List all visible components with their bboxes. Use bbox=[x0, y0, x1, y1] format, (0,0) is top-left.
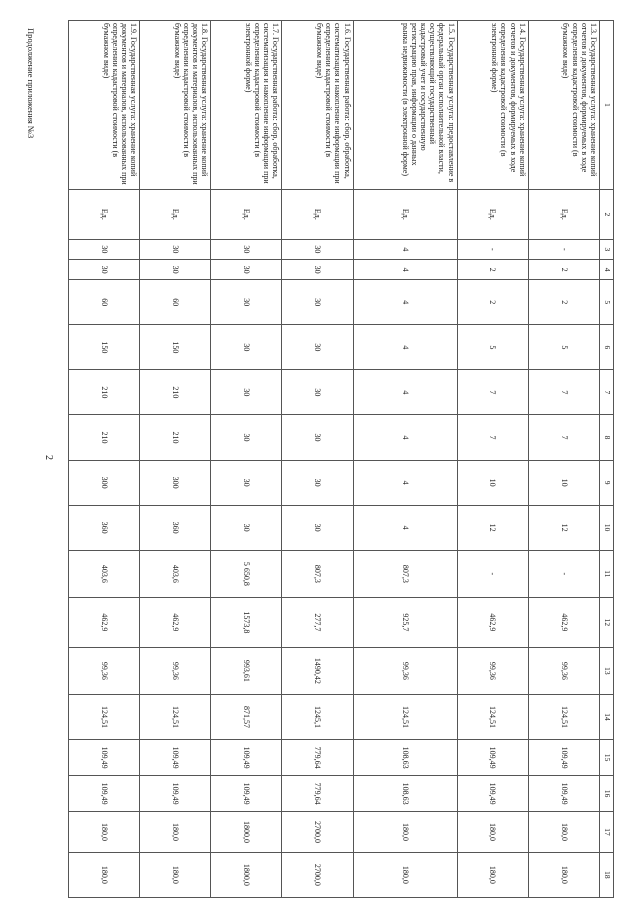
value-cell: 1490,42 bbox=[282, 647, 353, 694]
row-name-cell: 1.6. Государственная работа: сбор, обработка, систематизация и накопление информации при определении кадастровой стоимости (в бумажном виде) bbox=[282, 21, 353, 190]
column-header: 11 bbox=[600, 550, 614, 597]
column-header: 18 bbox=[600, 852, 614, 897]
column-header: 3 bbox=[600, 239, 614, 259]
column-header: 13 bbox=[600, 647, 614, 694]
data-table bbox=[68, 20, 614, 898]
value-cell: 150 bbox=[69, 325, 140, 370]
column-header: 6 bbox=[600, 325, 614, 370]
value-cell: 99,36 bbox=[528, 647, 599, 694]
table-row bbox=[353, 21, 457, 898]
value-cell: 1800,0 bbox=[211, 852, 282, 897]
value-cell: 4 bbox=[353, 460, 457, 505]
table-container bbox=[68, 20, 614, 898]
value-cell: 150 bbox=[140, 325, 211, 370]
value-cell: 30 bbox=[69, 259, 140, 279]
column-header: 17 bbox=[600, 812, 614, 853]
value-cell: 300 bbox=[69, 460, 140, 505]
value-cell: 180,0 bbox=[528, 852, 599, 897]
value-cell: 30 bbox=[140, 239, 211, 259]
value-cell: 109,49 bbox=[140, 740, 211, 776]
value-cell: 60 bbox=[69, 280, 140, 325]
table-row bbox=[528, 21, 599, 898]
column-header: 16 bbox=[600, 776, 614, 812]
value-cell: 99,36 bbox=[140, 647, 211, 694]
header-row bbox=[600, 21, 614, 898]
value-cell: 30 bbox=[140, 259, 211, 279]
value-cell: 462,9 bbox=[528, 598, 599, 648]
value-cell: 109,49 bbox=[457, 776, 528, 812]
value-cell: 4 bbox=[353, 280, 457, 325]
value-cell: 109,49 bbox=[211, 740, 282, 776]
column-header: 14 bbox=[600, 694, 614, 739]
value-cell: 109,49 bbox=[457, 740, 528, 776]
value-cell: Ед. bbox=[211, 190, 282, 240]
value-cell: 30 bbox=[211, 370, 282, 415]
value-cell: 30 bbox=[211, 280, 282, 325]
table-row bbox=[69, 21, 140, 898]
value-cell: 403,6 bbox=[69, 550, 140, 597]
table-row bbox=[457, 21, 528, 898]
value-cell: - bbox=[457, 550, 528, 597]
column-header: 12 bbox=[600, 598, 614, 648]
value-cell: 109,49 bbox=[69, 776, 140, 812]
value-cell: 180,0 bbox=[140, 812, 211, 853]
value-cell: 30 bbox=[282, 259, 353, 279]
value-cell: 12 bbox=[457, 505, 528, 550]
value-cell: 5 bbox=[528, 325, 599, 370]
value-cell: 277,7 bbox=[282, 598, 353, 648]
value-cell: - bbox=[457, 239, 528, 259]
value-cell: 462,9 bbox=[140, 598, 211, 648]
value-cell: 30 bbox=[211, 415, 282, 460]
column-header: 15 bbox=[600, 740, 614, 776]
value-cell: 7 bbox=[528, 370, 599, 415]
row-name-cell: 1.7. Государственная работа: сбор, обработка, систематизация и накопление информации при определении кадастровой стоимости (в электронной форме) bbox=[211, 21, 282, 190]
value-cell: 7 bbox=[457, 415, 528, 460]
value-cell: - bbox=[528, 239, 599, 259]
value-cell: 1573,8 bbox=[211, 598, 282, 648]
value-cell: 4 bbox=[353, 239, 457, 259]
value-cell: 4 bbox=[353, 415, 457, 460]
value-cell: 30 bbox=[282, 460, 353, 505]
row-name-cell: 1.9. Государственная услуга: хранение копий документов и материалов, использованных при определении кадастровой стоимости (в бумажном виде) bbox=[69, 21, 140, 190]
value-cell: 1245,1 bbox=[282, 694, 353, 739]
table-row bbox=[282, 21, 353, 898]
column-header: 2 bbox=[600, 190, 614, 240]
value-cell: 180,0 bbox=[457, 812, 528, 853]
value-cell: 925,7 bbox=[353, 598, 457, 648]
page-number-text: 2 bbox=[43, 455, 54, 460]
column-header: 8 bbox=[600, 415, 614, 460]
value-cell: 2 bbox=[528, 259, 599, 279]
row-name-cell: 1.3. Государственная услуга: хранение копий отчетов и документов, формируемых в ходе определения кадастровой стоимости (в бумажном виде) bbox=[528, 21, 599, 190]
value-cell: 108,63 bbox=[353, 740, 457, 776]
value-cell: 2700,0 bbox=[282, 812, 353, 853]
value-cell: 300 bbox=[140, 460, 211, 505]
value-cell: 99,36 bbox=[69, 647, 140, 694]
value-cell: 30 bbox=[211, 505, 282, 550]
header-note bbox=[26, 28, 42, 208]
value-cell: 180,0 bbox=[140, 852, 211, 897]
value-cell: 10 bbox=[457, 460, 528, 505]
value-cell: 4 bbox=[353, 505, 457, 550]
value-cell: 109,49 bbox=[211, 776, 282, 812]
value-cell: 4 bbox=[353, 259, 457, 279]
value-cell: 2 bbox=[528, 280, 599, 325]
value-cell: 12 bbox=[528, 505, 599, 550]
value-cell: 124,51 bbox=[528, 694, 599, 739]
value-cell: Ед. bbox=[457, 190, 528, 240]
value-cell: 1800,0 bbox=[211, 812, 282, 853]
value-cell: 210 bbox=[140, 370, 211, 415]
value-cell: 124,51 bbox=[353, 694, 457, 739]
value-cell: 10 bbox=[528, 460, 599, 505]
value-cell: 4 bbox=[353, 370, 457, 415]
value-cell: 5 650,8 bbox=[211, 550, 282, 597]
table-row bbox=[140, 21, 211, 898]
value-cell: 30 bbox=[211, 259, 282, 279]
column-header: 4 bbox=[600, 259, 614, 279]
value-cell: 871,57 bbox=[211, 694, 282, 739]
column-header: 9 bbox=[600, 460, 614, 505]
value-cell: - bbox=[528, 550, 599, 597]
value-cell: 210 bbox=[69, 370, 140, 415]
value-cell: 30 bbox=[211, 239, 282, 259]
value-cell: 779,64 bbox=[282, 740, 353, 776]
value-cell: 403,6 bbox=[140, 550, 211, 597]
value-cell: 30 bbox=[282, 280, 353, 325]
value-cell: 30 bbox=[282, 505, 353, 550]
value-cell: Ед. bbox=[140, 190, 211, 240]
value-cell: 360 bbox=[69, 505, 140, 550]
value-cell: 4 bbox=[353, 325, 457, 370]
column-header: 5 bbox=[600, 280, 614, 325]
value-cell: 60 bbox=[140, 280, 211, 325]
value-cell: 124,51 bbox=[69, 694, 140, 739]
value-cell: 180,0 bbox=[528, 812, 599, 853]
row-name-cell: 1.4. Государственная услуга: хранение копий отчетов и документов, формируемых в ходе определения кадастровой стоимости (в электронной форме) bbox=[457, 21, 528, 190]
value-cell: 109,49 bbox=[140, 776, 211, 812]
value-cell: 124,51 bbox=[457, 694, 528, 739]
column-header: 1 bbox=[600, 21, 614, 190]
value-cell: 109,49 bbox=[528, 776, 599, 812]
column-header: 7 bbox=[600, 370, 614, 415]
value-cell: 108,63 bbox=[353, 776, 457, 812]
value-cell: 30 bbox=[282, 325, 353, 370]
value-cell: 462,9 bbox=[69, 598, 140, 648]
value-cell: 7 bbox=[528, 415, 599, 460]
value-cell: 462,9 bbox=[457, 598, 528, 648]
value-cell: 30 bbox=[282, 370, 353, 415]
value-cell: 30 bbox=[69, 239, 140, 259]
value-cell: 180,0 bbox=[69, 812, 140, 853]
header-note-text: Продолжение приложения №3 bbox=[26, 28, 36, 139]
value-cell: 109,49 bbox=[69, 740, 140, 776]
value-cell: 180,0 bbox=[69, 852, 140, 897]
value-cell: 7 bbox=[457, 370, 528, 415]
row-name-cell: 1.8. Государственная услуга: хранение копий документов и материалов, использованных при определении кадастровой стоимости (в бумажном виде) bbox=[140, 21, 211, 190]
value-cell: 210 bbox=[140, 415, 211, 460]
value-cell: 30 bbox=[211, 325, 282, 370]
value-cell: 30 bbox=[282, 239, 353, 259]
value-cell: 2 bbox=[457, 259, 528, 279]
value-cell: Ед. bbox=[69, 190, 140, 240]
value-cell: 2 bbox=[457, 280, 528, 325]
value-cell: Ед. bbox=[528, 190, 599, 240]
value-cell: 30 bbox=[282, 415, 353, 460]
value-cell: 99,36 bbox=[457, 647, 528, 694]
value-cell: 99,36 bbox=[353, 647, 457, 694]
table-row bbox=[211, 21, 282, 898]
page-number bbox=[44, 455, 56, 475]
value-cell: 807,3 bbox=[282, 550, 353, 597]
value-cell: 993,61 bbox=[211, 647, 282, 694]
value-cell: 807,3 bbox=[353, 550, 457, 597]
column-header: 10 bbox=[600, 505, 614, 550]
value-cell: 5 bbox=[457, 325, 528, 370]
value-cell: 109,49 bbox=[528, 740, 599, 776]
value-cell: 180,0 bbox=[353, 812, 457, 853]
value-cell: 779,64 bbox=[282, 776, 353, 812]
value-cell: 180,0 bbox=[457, 852, 528, 897]
value-cell: Ед. bbox=[282, 190, 353, 240]
value-cell: 2700,0 bbox=[282, 852, 353, 897]
value-cell: 210 bbox=[69, 415, 140, 460]
row-name-cell: 1.5. Государственная услуга: предоставление в федеральный орган исполнительной власти, осуществляющий государственный кадастровый учет и государственную регистрацию прав, информации о данных рынка недвижимости (в электронной форме) bbox=[353, 21, 457, 190]
value-cell: 360 bbox=[140, 505, 211, 550]
value-cell: 180,0 bbox=[353, 852, 457, 897]
value-cell: 30 bbox=[211, 460, 282, 505]
value-cell: 124,51 bbox=[140, 694, 211, 739]
value-cell: Ед. bbox=[353, 190, 457, 240]
